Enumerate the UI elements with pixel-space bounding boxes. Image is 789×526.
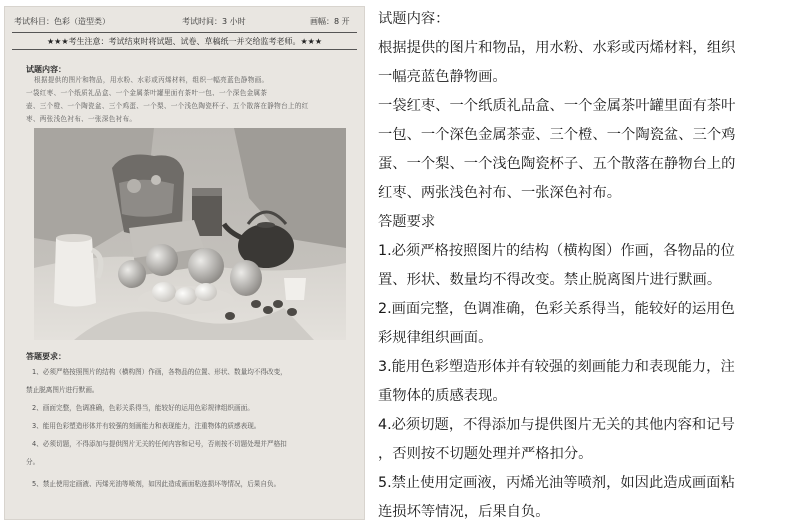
- paper-req-title: 答题要求：: [26, 352, 66, 361]
- content-line: 根据提供的图片和物品，用水粉、水彩或丙烯材料，组织: [378, 40, 736, 56]
- paper-req-line: 分。: [26, 458, 40, 466]
- content-line: 3.能用色彩塑造形体并有较强的刻画能力和表现能力，注: [378, 359, 735, 375]
- paper-req-line: 1、必须严格按照图片的结构（横构图）作画，各物品的位置、形状、数量均不得改变，: [32, 368, 287, 376]
- still-life-photo: [34, 128, 346, 340]
- paper-req-line: 禁止脱离图片进行默画。: [26, 386, 99, 394]
- header-divider: [12, 32, 357, 33]
- paper-size: 画幅：8 开: [310, 17, 350, 26]
- paper-question-line: 枣、两张浅色衬布、一张深色衬布。: [26, 115, 137, 123]
- content-line: 一包、一个深色金属茶壶、三个橙、一个陶瓷盆、三个鸡: [378, 127, 736, 143]
- paper-notice: ★★★考生注意：考试结束时将试题、试卷、草稿纸一并交给监考老师。★★★: [46, 37, 323, 46]
- paper-req-line: 4、必须切题，不得添加与提供图片无关的任何内容和记号，否则按不切题处理并严格扣: [32, 440, 287, 448]
- paper-question-line: 一袋红枣、一个纸质礼品盒、一个金属茶叶罐里面有茶叶一包、一个深色金属茶: [26, 89, 268, 97]
- still-life-illustration: [34, 128, 346, 340]
- paper-header: [14, 14, 357, 30]
- content-line: 彩规律组织画面。: [378, 330, 493, 346]
- paper-req-line: 5、禁止使用定画液、丙烯光油等喷剂，如因此造成画面粘连损坏等情况，后果自负。: [32, 480, 281, 488]
- content-heading-requirements: 答题要求: [378, 214, 436, 230]
- content-line: ，否则按不切题处理并严格扣分。: [378, 446, 593, 462]
- exam-paper-photo: [4, 6, 365, 520]
- paper-section-title: 试题内容：: [26, 65, 66, 74]
- content-line: 重物体的质感表现。: [378, 388, 507, 404]
- paper-question-line: 根据提供的图片和物品，用水粉、水彩或丙烯材料，组织一幅亮蓝色静物画。: [34, 76, 269, 84]
- content-line: 2.画面完整，色调准确，色彩关系得当，能较好的运用色: [378, 301, 735, 317]
- content-line: 连损坏等情况，后果自负。: [378, 504, 550, 520]
- content-line: 5.禁止使用定画液，丙烯光油等喷剂，如因此造成画面粘: [378, 475, 735, 491]
- content-line: 蛋、一个梨、一个浅色陶瓷杯子、五个散落在静物台上的: [378, 156, 736, 172]
- paper-time: 考试时间：3 小时: [182, 17, 246, 26]
- paper-question-line: 壶、三个橙、一个陶瓷盆、三个鸡蛋、一个梨、一个浅色陶瓷杯子、五个散落在静物台上的红: [26, 102, 309, 110]
- content-line: 红枣、两张浅色衬布、一张深色衬布。: [378, 185, 622, 201]
- content-line: 4.必须切题，不得添加与提供图片无关的其他内容和记号: [378, 417, 735, 433]
- content-line: 置、形状、数量均不得改变。禁止脱离图片进行默画。: [378, 272, 722, 288]
- paper-subject: 考试科目：色彩（造型类）: [14, 17, 110, 26]
- content-heading-question: 试题内容：: [378, 11, 450, 27]
- content-line: 1.必须严格按照图片的结构（横构图）作画，各物品的位: [378, 243, 735, 259]
- content-line: 一袋红枣、一个纸质礼品盒、一个金属茶叶罐里面有茶叶: [378, 98, 736, 114]
- content-line: 一幅亮蓝色静物画。: [378, 69, 507, 85]
- paper-req-line: 3、能用色彩塑造形体并有较强的刻画能力和表现能力，注重物体的质感表现。: [32, 422, 261, 430]
- notice-divider: [12, 49, 357, 50]
- paper-req-line: 2、画面完整，色调准确，色彩关系得当，能较好的运用色彩规律组织画面。: [32, 404, 254, 412]
